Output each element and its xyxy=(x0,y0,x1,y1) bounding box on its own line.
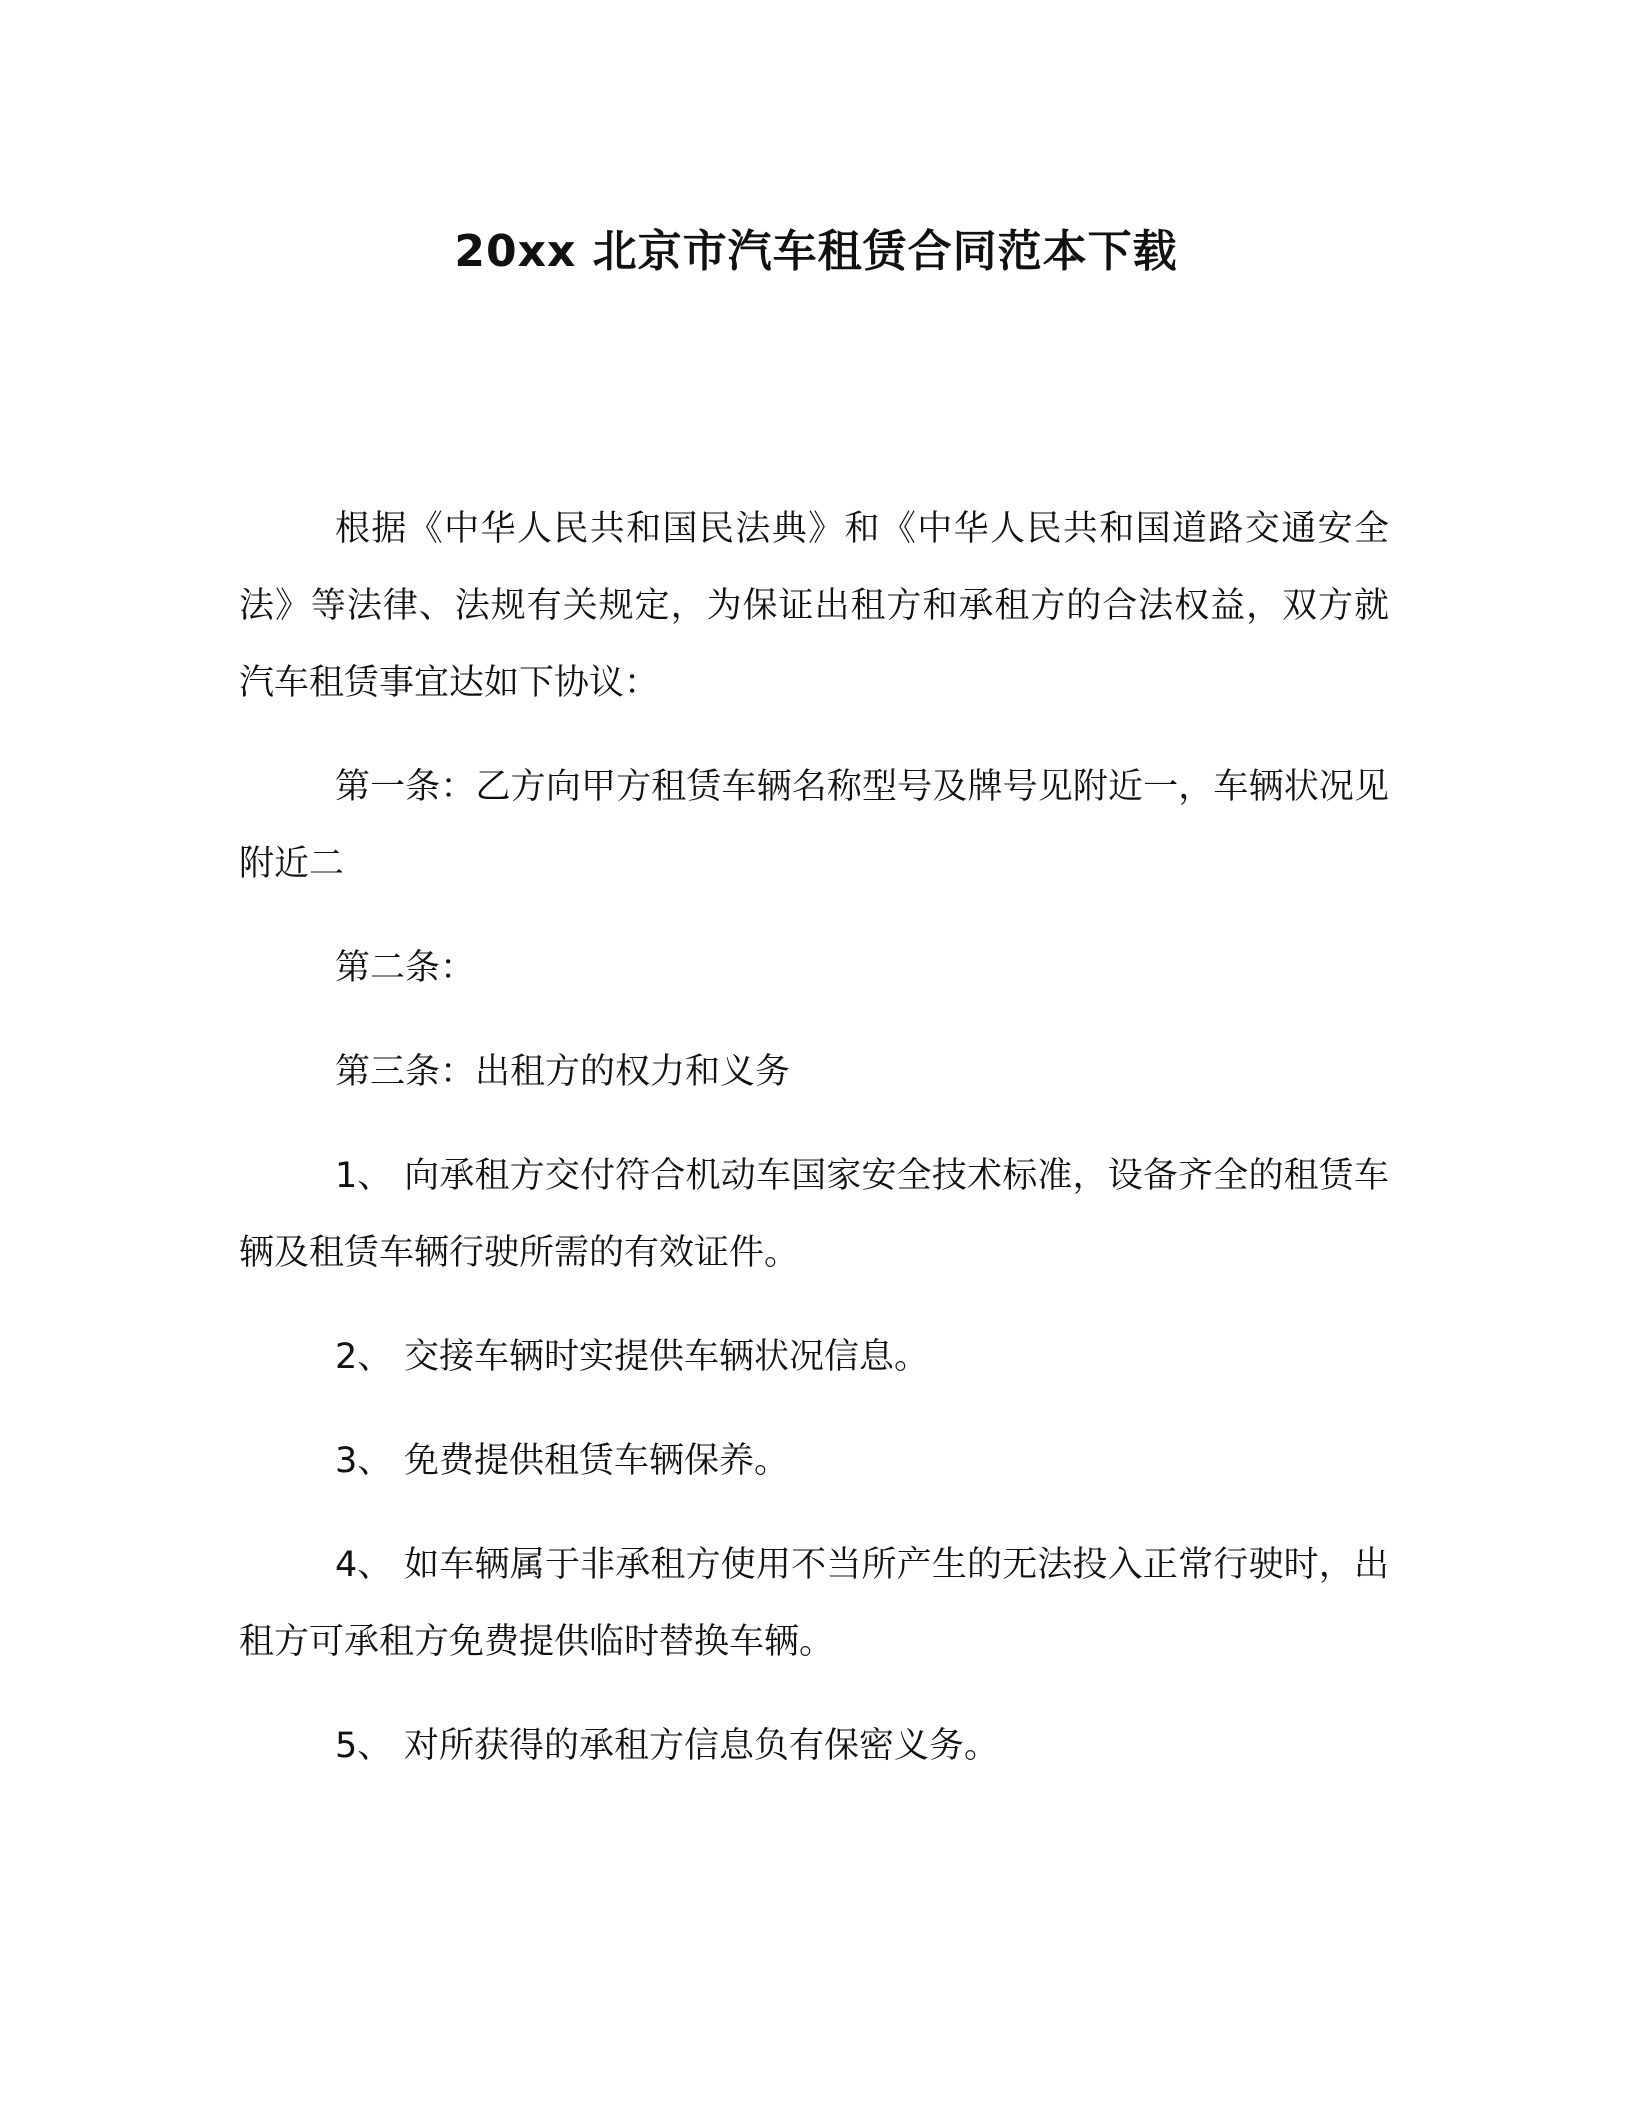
list-item-number: 5、 xyxy=(335,1726,393,1766)
list-item-text: 对所获得的承租方信息负有保密义务。 xyxy=(404,1726,1000,1766)
list-item-text: 如车辆属于非承租方使用不当所产生的无法投入正常行驶时，出租方可承租方免费提供临时替换车辆。 xyxy=(239,1545,1389,1662)
document-body xyxy=(239,491,1389,1812)
list-item xyxy=(239,1319,1389,1396)
list-item-number: 1、 xyxy=(335,1156,393,1196)
intro-paragraph: 根据《中华人民共和国民法典》和《中华人民共和国道路交通安全法》等法律、法规有关规定，为保证出租方和承租方的合法权益，双方就汽车租赁事宜达如下协议： xyxy=(239,509,1389,703)
list-item xyxy=(239,1527,1389,1681)
list-item-number: 3、 xyxy=(335,1441,393,1481)
list-item-text: 免费提供租赁车辆保养。 xyxy=(404,1441,790,1481)
list-item xyxy=(239,1138,1389,1292)
list-item-number: 4、 xyxy=(335,1545,393,1585)
document-title: 20xx 北京市汽车租赁合同范本下载 xyxy=(454,226,1178,277)
list-item-text: 交接车辆时实提供车辆状况信息。 xyxy=(404,1337,930,1377)
article-three-paragraph: 第三条：出租方的权力和义务 xyxy=(335,1052,791,1092)
list-item-number: 2、 xyxy=(335,1337,393,1377)
list-item xyxy=(239,1423,1389,1500)
article-two-paragraph: 第二条： xyxy=(335,948,476,988)
list-item-text: 向承租方交付符合机动车国家安全技术标准，设备齐全的租赁车辆及租赁车辆行驶所需的有效证件。 xyxy=(239,1156,1389,1273)
article-one-paragraph: 第一条：乙方向甲方租赁车辆名称型号及牌号见附近一，车辆状况见附近二 xyxy=(239,767,1389,884)
list-item xyxy=(239,1708,1389,1785)
